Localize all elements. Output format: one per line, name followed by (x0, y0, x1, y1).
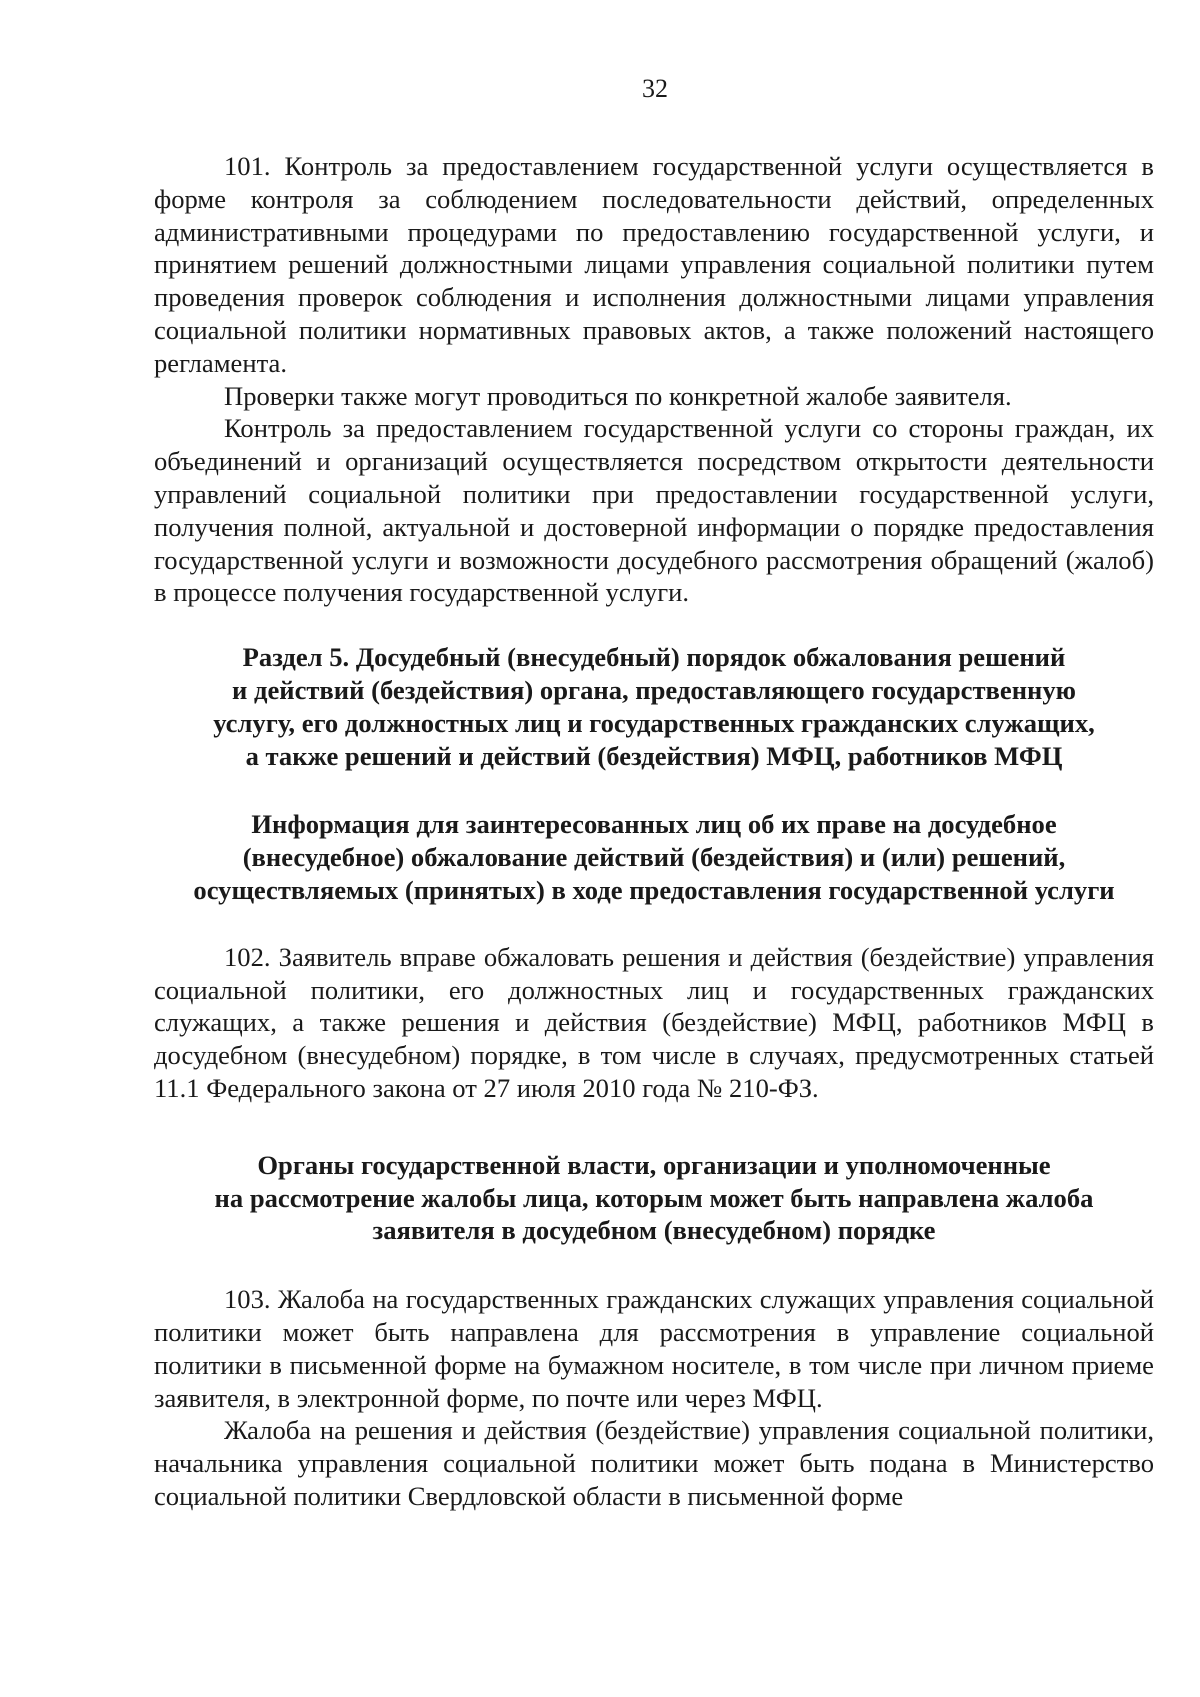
subheading-line: заявителя в досудебном (внесудебном) порядке (372, 1215, 936, 1246)
paragraph-102: 102. Заявитель вправе обжаловать решения и действия (бездействие) управления социальной политики, его должностных лиц и государственных гражданских служащих, а также решения и действия (бездействие) МФЦ, работников МФЦ в досудебном (внесудебном) порядке, в том числе в случаях, предусмотренных статьей 11.1 Федерального закона от 27 июля 2010 года № 210-ФЗ. (154, 941, 1154, 1103)
subheading-line: осуществляемых (принятых) в ходе предоставления государственной услуги (193, 874, 1115, 905)
section-5-heading-line: Раздел 5. Досудебный (внесудебный) порядок обжалования решений (242, 642, 1066, 673)
paragraph-citizen-control: Контроль за предоставлением государственной услуги со стороны граждан, их объединений и организаций осуществляется посредством открытости деятельности управлений социальной политики при предоставлении государственной услуги, получения полной, актуальной и достоверной информации о порядке предоставления государственной услуги и возможности досудебного рассмотрения обращений (жалоб) в процессе получения государственной услуги. (154, 413, 1154, 608)
subheading-line: Органы государственной власти, организации и уполномоченные (257, 1149, 1051, 1180)
page-number: 32 (642, 74, 668, 103)
section-5-heading-line: услугу, его должностных лиц и государственных гражданских служащих, (213, 707, 1095, 738)
document-body (154, 150, 1154, 1513)
subheading-line: на рассмотрение жалобы лица, которым может быть направлена жалоба (214, 1182, 1094, 1213)
subheading-line: (внесудебное) обжалование действий (бездействия) и (или) решений, (242, 842, 1066, 873)
paragraph-inspections: Проверки также могут проводиться по конкретной жалобе заявителя. (224, 380, 1012, 411)
subheading-complaint-bodies (154, 1149, 1154, 1247)
paragraph-101: 101. Контроль за предоставлением государственной услуги осуществляется в форме контроля за соблюдением последовательности действий, определенных административными процедурами по предоставлению государственной услуги, и принятием решений должностными лицами управления социальной политики путем проведения проверок соблюдения и исполнения должностными лицами управления социальной политики нормативных правовых актов, а также положений настоящего регламента. (154, 151, 1154, 378)
subheading-appeal-rights (154, 808, 1154, 906)
subheading-line: Информация для заинтересованных лиц об их праве на досудебное (251, 809, 1057, 840)
section-5-heading-line: и действий (бездействия) органа, предоставляющего государственную (232, 674, 1076, 705)
paragraph-103: 103. Жалоба на государственных гражданских служащих управления социальной политики может быть направлена для рассмотрения в управление социальной политики в письменной форме на бумажном носителе, в том числе при личном приеме заявителя, в электронной форме, по почте или через МФЦ. (154, 1284, 1154, 1413)
section-5-heading-line: а также решений и действий (бездействия) МФЦ, работников МФЦ (245, 740, 1063, 771)
section-5-heading (154, 641, 1154, 772)
paragraph-complaint-ministry: Жалоба на решения и действия (бездействие) управления социальной политики, начальника управления социальной политики может быть подана в Министерство социальной политики Свердловской области в письменной форме (154, 1415, 1154, 1511)
